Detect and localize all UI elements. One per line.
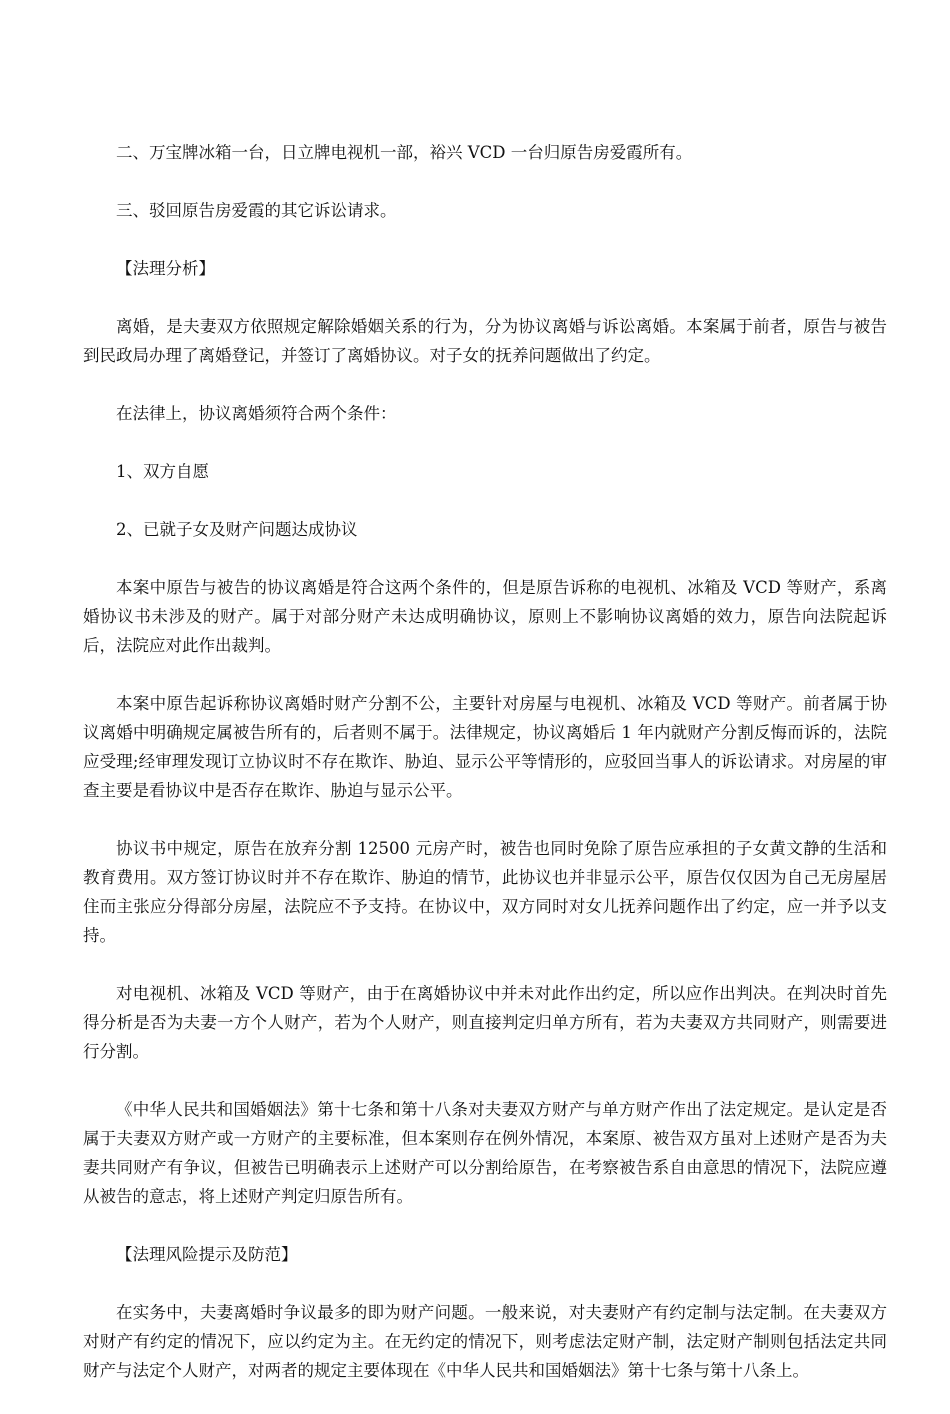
paragraph-property-dispute: 本案中原告起诉称协议离婚时财产分割不公，主要针对房屋与电视机、冰箱及 VCD 等财产。前者属于协议离婚中明确规定属被告所有的，后者则不属于。法律规定，协议离婚后 1 年内就财产分割反悔而诉的，法院应受理;经审理发现订立协议时不存在欺诈、胁迫、显示公平等情形的，应驳回当事人的诉讼请求。对房屋的审查主要是看协议中是否存在欺诈、胁迫与显示公平。 (83, 694, 887, 800)
paragraph-divorce-definition: 离婚，是夫妻双方依照规定解除婚姻关系的行为，分为协议离婚与诉讼离婚。本案属于前者，原告与被告到民政局办理了离婚登记，并签订了离婚协议。对子女的抚养问题做出了约定。 (83, 317, 887, 365)
section-heading-risk-tips: 【法理风险提示及防范】 (116, 1245, 298, 1264)
judgment-item-2: 二、万宝牌冰箱一台，日立牌电视机一部，裕兴 VCD 一台归原告房爱霞所有。 (116, 143, 693, 162)
condition-item-2: 2、已就子女及财产问题达成协议 (116, 520, 358, 539)
paragraph-appliances: 对电视机、冰箱及 VCD 等财产，由于在离婚协议中并未对此作出约定，所以应作出判决。在判决时首先得分析是否为夫妻一方个人财产，若为个人财产，则直接判定归单方所有，若为夫妻双方共同财产，则需要进行分割。 (83, 984, 887, 1061)
judgment-item-3: 三、驳回原告房爱霞的其它诉讼请求。 (116, 201, 397, 220)
section-heading-legal-analysis: 【法理分析】 (116, 259, 215, 278)
paragraph-practice: 在实务中，夫妻离婚时争议最多的即为财产问题。一般来说，对夫妻财产有约定制与法定制。在夫妻双方对财产有约定的情况下，应以约定为主。在无约定的情况下，则考虑法定财产制，法定财产制则包括法定共同财产与法定个人财产，对两者的规定主要体现在《中华人民共和国婚姻法》第十七条与第十八条上。 (83, 1303, 887, 1380)
condition-item-1: 1、双方自愿 (116, 462, 209, 481)
paragraph-marriage-law: 《中华人民共和国婚姻法》第十七条和第十八条对夫妻双方财产与单方财产作出了法定规定。是认定是否属于夫妻双方财产或一方财产的主要标准，但本案则存在例外情况，本案原、被告双方虽对上述财产是否为夫妻共同财产有争议，但被告已明确表示上述财产可以分割给原告，在考察被告系自由意思的情况下，法院应遵从被告的意志，将上述财产判定归原告所有。 (83, 1100, 887, 1206)
paragraph-case-conditions: 本案中原告与被告的协议离婚是符合这两个条件的，但是原告诉称的电视机、冰箱及 VCD 等财产，系离婚协议书未涉及的财产。属于对部分财产未达成明确协议，原则上不影响协议离婚的效力，原告向法院起诉后，法院应对此作出裁判。 (83, 578, 887, 655)
paragraph-conditions-intro: 在法律上，协议离婚须符合两个条件： (116, 404, 397, 423)
paragraph-agreement-terms: 协议书中规定，原告在放弃分割 12500 元房产时，被告也同时免除了原告应承担的子女黄文静的生活和教育费用。双方签订协议时并不存在欺诈、胁迫的情节，此协议也并非显示公平，原告仅仅因为自己无房屋居住而主张应分得部分房屋，法院应不予支持。在协议中，双方同时对女儿抚养问题作出了约定，应一并予以支持。 (83, 839, 887, 945)
document-body (83, 138, 887, 1414)
